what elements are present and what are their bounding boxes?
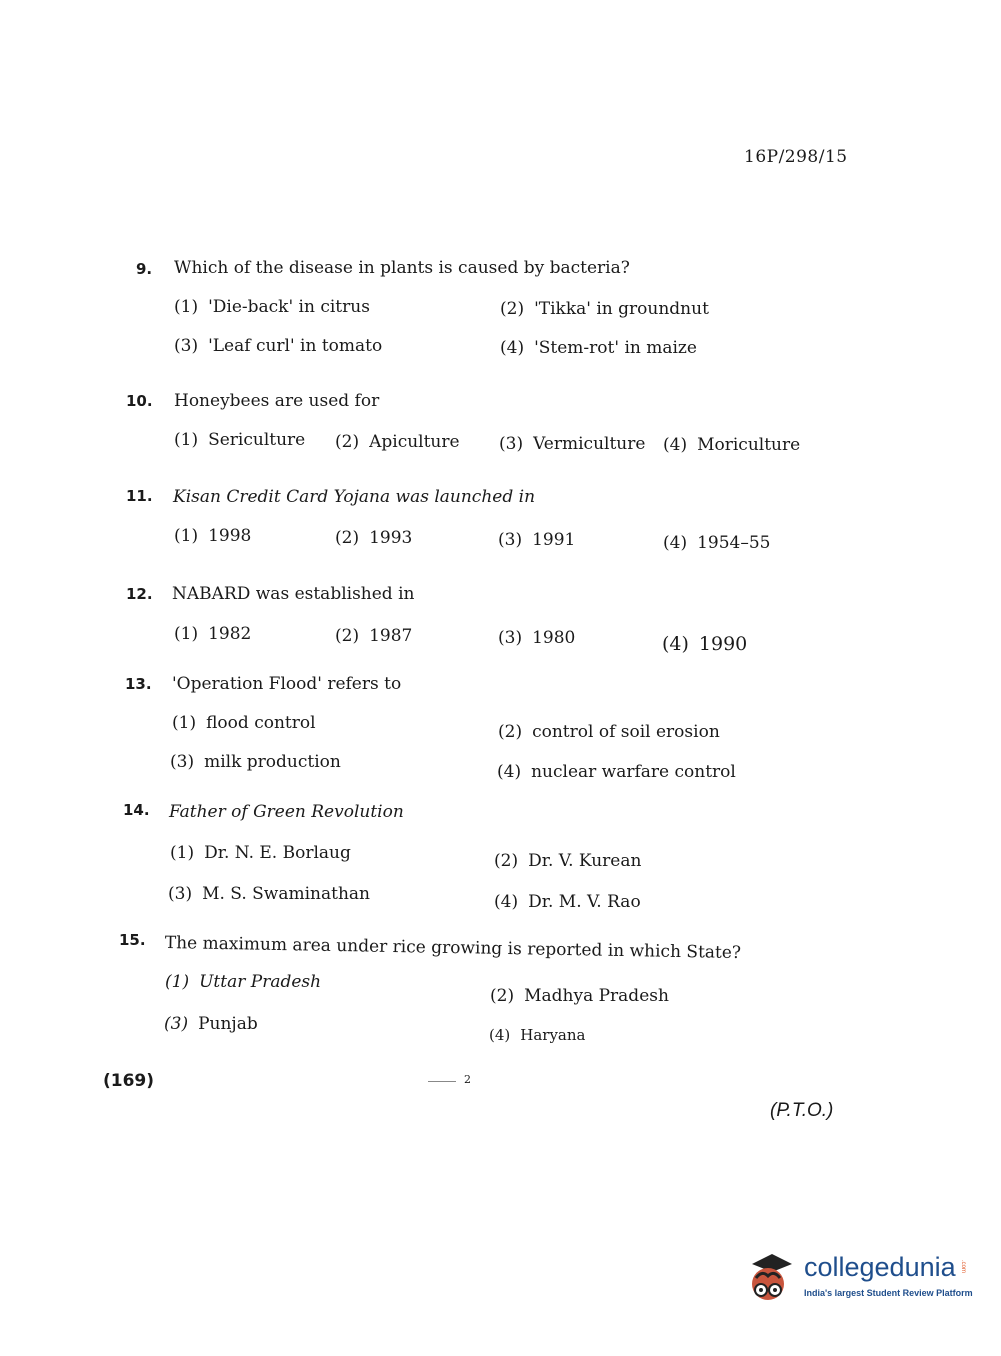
brand-name: collegedunia — [804, 1252, 956, 1282]
page-number: 2 — [464, 1073, 471, 1086]
option-4: (4) 1954–55 — [663, 533, 771, 553]
question-text: Father of Green Revolution — [169, 802, 404, 822]
paper-code: 16P/298/15 — [744, 147, 848, 167]
option-3: (3) 1980 — [498, 628, 576, 648]
question-number: 15. — [119, 931, 146, 949]
option-3: (3) Vermiculture — [499, 434, 646, 454]
option-4: (4) 'Stem-rot' in maize — [500, 338, 697, 358]
option-1: (1) Dr. N. E. Borlaug — [170, 843, 351, 863]
question-text: Kisan Credit Card Yojana was launched in — [173, 487, 536, 507]
option-2: (2) 1987 — [335, 626, 413, 646]
question-text: Which of the disease in plants is caused by bacteria? — [174, 258, 630, 278]
option-4: (4) Moriculture — [663, 435, 801, 455]
option-3: (3) Punjab — [164, 1014, 258, 1034]
option-2: (2) Dr. V. Kurean — [494, 851, 642, 871]
option-1: (1) 1982 — [174, 624, 252, 644]
pto-label: (P.T.O.) — [770, 1100, 834, 1121]
question-number: 14. — [123, 801, 150, 819]
option-1: (1) Uttar Pradesh — [165, 972, 322, 992]
option-1: (1) Sericulture — [174, 430, 306, 450]
option-1: (1) 1998 — [174, 526, 252, 546]
question-number: 13. — [125, 675, 152, 693]
option-3: (3) M. S. Swaminathan — [168, 884, 370, 904]
option-1: (1) 'Die-back' in citrus — [174, 297, 370, 317]
brand-domain: .com — [960, 1260, 966, 1274]
mascot-icon — [742, 1250, 802, 1310]
question-number: 9. — [136, 260, 153, 278]
option-3: (3) 1991 — [498, 530, 576, 550]
question-number: 10. — [126, 392, 153, 410]
option-4: (4) Haryana — [489, 1026, 586, 1044]
question-text: Honeybees are used for — [174, 391, 380, 411]
option-2: (2) 'Tikka' in groundnut — [500, 299, 709, 319]
option-2: (2) Madhya Pradesh — [490, 986, 669, 1006]
option-1: (1) flood control — [172, 713, 316, 733]
question-number: 11. — [126, 487, 153, 505]
option-3: (3) milk production — [170, 752, 341, 772]
question-text: NABARD was established in — [172, 584, 415, 604]
page-number-divider — [428, 1081, 456, 1082]
option-2: (2) control of soil erosion — [498, 722, 720, 742]
option-3: (3) 'Leaf curl' in tomato — [174, 336, 383, 356]
brand-tagline: India's largest Student Review Platform — [804, 1288, 973, 1298]
question-text: The maximum area under rice growing is reported in which State? — [164, 933, 742, 964]
question-number: 12. — [126, 585, 153, 603]
option-2: (2) Apiculture — [335, 432, 460, 452]
option-4: (4) nuclear warfare control — [497, 762, 736, 782]
option-2: (2) 1993 — [335, 528, 413, 548]
option-4: (4) 1990 — [662, 633, 748, 655]
option-4: (4) Dr. M. V. Rao — [494, 892, 641, 912]
collegedunia-logo — [742, 1250, 972, 1310]
question-text: 'Operation Flood' refers to — [172, 674, 402, 694]
footer-code: (169) — [103, 1071, 155, 1091]
